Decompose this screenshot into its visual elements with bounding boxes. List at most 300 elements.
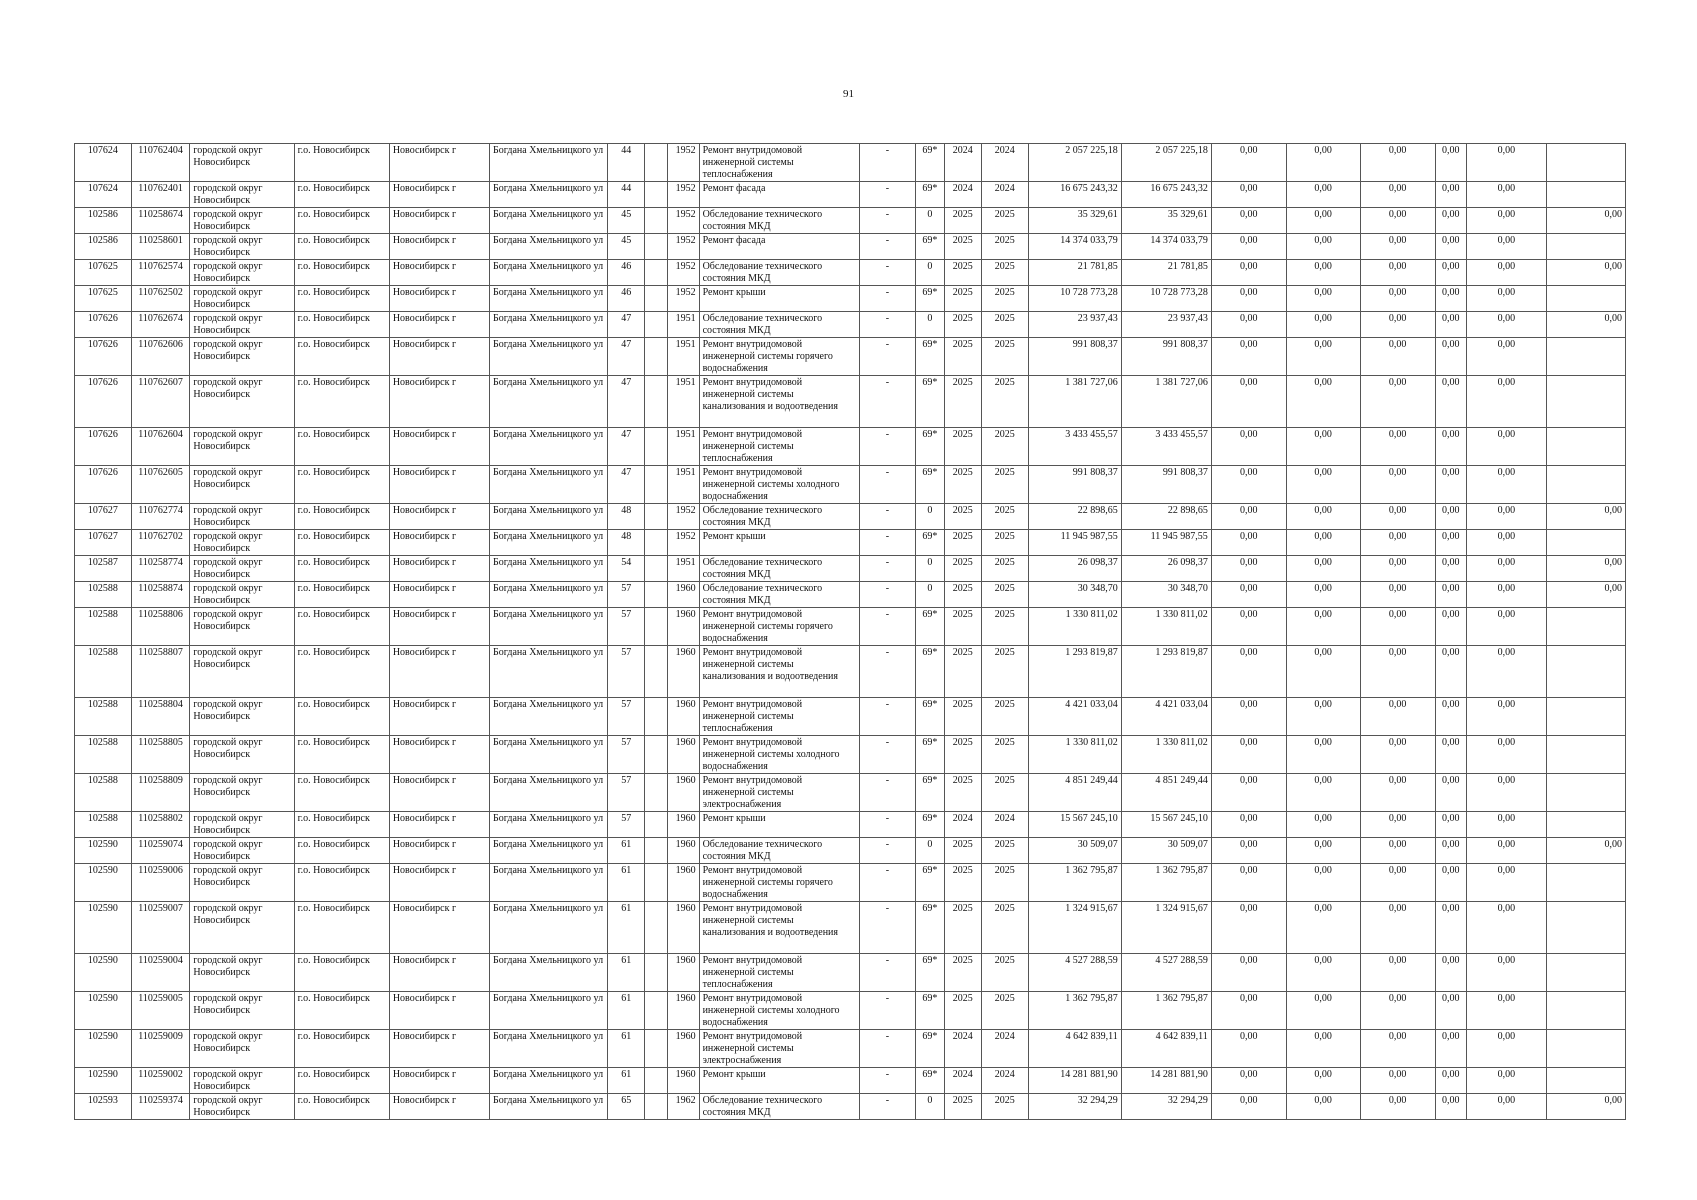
local-cell: 0,00 xyxy=(1360,608,1435,646)
table-row xyxy=(75,530,1626,556)
object-id-cell: 102588 xyxy=(75,812,132,838)
local-cell: 0,00 xyxy=(1360,182,1435,208)
total-cost-cell: 23 937,43 xyxy=(1028,312,1121,338)
street-cell: Богдана Хмельницкого ул xyxy=(490,774,608,812)
city-cell: Новосибирск г xyxy=(389,582,489,608)
percent-cell: 69* xyxy=(916,1030,944,1068)
federal-cell: 0,00 xyxy=(1211,286,1286,312)
house-number-cell: 46 xyxy=(608,286,644,312)
city-cell: Новосибирск г xyxy=(389,428,489,466)
work-id-cell: 110762605 xyxy=(131,466,190,504)
federal-cell: 0,00 xyxy=(1211,736,1286,774)
dash-cell: - xyxy=(859,838,916,864)
year-built-cell: 1952 xyxy=(668,208,699,234)
table-row xyxy=(75,736,1626,774)
building-letter-cell xyxy=(644,286,667,312)
federal-cell: 0,00 xyxy=(1211,812,1286,838)
table-row xyxy=(75,286,1626,312)
other-cell: 0,00 xyxy=(1466,286,1546,312)
work-type-cell: Ремонт крыши xyxy=(699,1068,859,1094)
extra-cell: 0,00 xyxy=(1546,838,1625,864)
year-start-cell: 2025 xyxy=(944,556,981,582)
fund-cost-cell: 4 421 033,04 xyxy=(1121,698,1211,736)
total-cost-cell: 4 527 288,59 xyxy=(1028,954,1121,992)
work-type-cell: Ремонт внутридомовой инженерной системы теплоснабжения xyxy=(699,428,859,466)
owners-cell: 0,00 xyxy=(1435,736,1466,774)
district-cell: г.о. Новосибирск xyxy=(294,208,389,234)
work-id-cell: 110258806 xyxy=(131,608,190,646)
work-id-cell: 110258874 xyxy=(131,582,190,608)
dash-cell: - xyxy=(859,338,916,376)
fund-cost-cell: 16 675 243,32 xyxy=(1121,182,1211,208)
total-cost-cell: 14 281 881,90 xyxy=(1028,1068,1121,1094)
work-type-cell: Ремонт внутридомовой инженерной системы теплоснабжения xyxy=(699,954,859,992)
fund-cost-cell: 26 098,37 xyxy=(1121,556,1211,582)
city-cell: Новосибирск г xyxy=(389,992,489,1030)
street-cell: Богдана Хмельницкого ул xyxy=(490,182,608,208)
work-id-cell: 110762502 xyxy=(131,286,190,312)
district-cell: г.о. Новосибирск xyxy=(294,1030,389,1068)
other-cell: 0,00 xyxy=(1466,608,1546,646)
fund-cost-cell: 2 057 225,18 xyxy=(1121,144,1211,182)
house-number-cell: 57 xyxy=(608,812,644,838)
year-start-cell: 2025 xyxy=(944,312,981,338)
work-type-cell: Ремонт внутридомовой инженерной системы горячего водоснабжения xyxy=(699,338,859,376)
regional-cell: 0,00 xyxy=(1286,182,1360,208)
fund-cost-cell: 21 781,85 xyxy=(1121,260,1211,286)
year-built-cell: 1952 xyxy=(668,234,699,260)
city-cell: Новосибирск г xyxy=(389,954,489,992)
district-cell: г.о. Новосибирск xyxy=(294,376,389,428)
local-cell: 0,00 xyxy=(1360,312,1435,338)
fund-cost-cell: 35 329,61 xyxy=(1121,208,1211,234)
local-cell: 0,00 xyxy=(1360,736,1435,774)
owners-cell: 0,00 xyxy=(1435,992,1466,1030)
year-start-cell: 2024 xyxy=(944,1068,981,1094)
year-start-cell: 2025 xyxy=(944,338,981,376)
object-id-cell: 102590 xyxy=(75,992,132,1030)
work-type-cell: Ремонт крыши xyxy=(699,530,859,556)
owners-cell: 0,00 xyxy=(1435,504,1466,530)
federal-cell: 0,00 xyxy=(1211,582,1286,608)
work-type-cell: Обследование технического состояния МКД xyxy=(699,260,859,286)
year-built-cell: 1951 xyxy=(668,312,699,338)
table-row xyxy=(75,466,1626,504)
other-cell: 0,00 xyxy=(1466,338,1546,376)
district-cell: г.о. Новосибирск xyxy=(294,736,389,774)
house-number-cell: 57 xyxy=(608,736,644,774)
city-cell: Новосибирск г xyxy=(389,338,489,376)
capital-repair-table xyxy=(74,143,1626,1120)
local-cell: 0,00 xyxy=(1360,466,1435,504)
district-cell: г.о. Новосибирск xyxy=(294,144,389,182)
year-end-cell: 2025 xyxy=(982,312,1029,338)
city-cell: Новосибирск г xyxy=(389,864,489,902)
total-cost-cell: 991 808,37 xyxy=(1028,338,1121,376)
total-cost-cell: 10 728 773,28 xyxy=(1028,286,1121,312)
house-number-cell: 47 xyxy=(608,466,644,504)
dash-cell: - xyxy=(859,208,916,234)
house-number-cell: 57 xyxy=(608,646,644,698)
work-id-cell: 110762607 xyxy=(131,376,190,428)
city-cell: Новосибирск г xyxy=(389,260,489,286)
fund-cost-cell: 3 433 455,57 xyxy=(1121,428,1211,466)
house-number-cell: 61 xyxy=(608,992,644,1030)
building-letter-cell xyxy=(644,428,667,466)
local-cell: 0,00 xyxy=(1360,504,1435,530)
street-cell: Богдана Хмельницкого ул xyxy=(490,736,608,774)
city-cell: Новосибирск г xyxy=(389,646,489,698)
fund-cost-cell: 4 642 839,11 xyxy=(1121,1030,1211,1068)
extra-cell xyxy=(1546,698,1625,736)
table-row xyxy=(75,376,1626,428)
total-cost-cell: 14 374 033,79 xyxy=(1028,234,1121,260)
year-start-cell: 2024 xyxy=(944,182,981,208)
other-cell: 0,00 xyxy=(1466,312,1546,338)
year-end-cell: 2025 xyxy=(982,376,1029,428)
other-cell: 0,00 xyxy=(1466,774,1546,812)
regional-cell: 0,00 xyxy=(1286,144,1360,182)
percent-cell: 69* xyxy=(916,144,944,182)
work-type-cell: Ремонт внутридомовой инженерной системы теплоснабжения xyxy=(699,698,859,736)
local-cell: 0,00 xyxy=(1360,1030,1435,1068)
work-type-cell: Обследование технического состояния МКД xyxy=(699,582,859,608)
municipality-cell: городской округ Новосибирск xyxy=(190,582,294,608)
work-id-cell: 110762674 xyxy=(131,312,190,338)
percent-cell: 69* xyxy=(916,376,944,428)
dash-cell: - xyxy=(859,530,916,556)
federal-cell: 0,00 xyxy=(1211,338,1286,376)
object-id-cell: 107625 xyxy=(75,260,132,286)
city-cell: Новосибирск г xyxy=(389,838,489,864)
total-cost-cell: 991 808,37 xyxy=(1028,466,1121,504)
total-cost-cell: 35 329,61 xyxy=(1028,208,1121,234)
dash-cell: - xyxy=(859,992,916,1030)
municipality-cell: городской округ Новосибирск xyxy=(190,530,294,556)
city-cell: Новосибирск г xyxy=(389,376,489,428)
local-cell: 0,00 xyxy=(1360,582,1435,608)
regional-cell: 0,00 xyxy=(1286,208,1360,234)
local-cell: 0,00 xyxy=(1360,698,1435,736)
table-row xyxy=(75,864,1626,902)
object-id-cell: 102590 xyxy=(75,902,132,954)
year-end-cell: 2025 xyxy=(982,530,1029,556)
fund-cost-cell: 1 381 727,06 xyxy=(1121,376,1211,428)
percent-cell: 0 xyxy=(916,260,944,286)
dash-cell: - xyxy=(859,504,916,530)
year-start-cell: 2025 xyxy=(944,992,981,1030)
house-number-cell: 57 xyxy=(608,698,644,736)
other-cell: 0,00 xyxy=(1466,208,1546,234)
city-cell: Новосибирск г xyxy=(389,208,489,234)
local-cell: 0,00 xyxy=(1360,428,1435,466)
federal-cell: 0,00 xyxy=(1211,182,1286,208)
local-cell: 0,00 xyxy=(1360,954,1435,992)
federal-cell: 0,00 xyxy=(1211,864,1286,902)
percent-cell: 0 xyxy=(916,208,944,234)
fund-cost-cell: 14 281 881,90 xyxy=(1121,1068,1211,1094)
street-cell: Богдана Хмельницкого ул xyxy=(490,530,608,556)
owners-cell: 0,00 xyxy=(1435,428,1466,466)
extra-cell xyxy=(1546,182,1625,208)
dash-cell: - xyxy=(859,1094,916,1120)
building-letter-cell xyxy=(644,466,667,504)
total-cost-cell: 30 509,07 xyxy=(1028,838,1121,864)
fund-cost-cell: 14 374 033,79 xyxy=(1121,234,1211,260)
year-end-cell: 2024 xyxy=(982,1068,1029,1094)
building-letter-cell xyxy=(644,376,667,428)
building-letter-cell xyxy=(644,838,667,864)
federal-cell: 0,00 xyxy=(1211,838,1286,864)
total-cost-cell: 1 330 811,02 xyxy=(1028,736,1121,774)
fund-cost-cell: 23 937,43 xyxy=(1121,312,1211,338)
year-start-cell: 2024 xyxy=(944,144,981,182)
table-row xyxy=(75,1068,1626,1094)
year-end-cell: 2025 xyxy=(982,1094,1029,1120)
year-built-cell: 1960 xyxy=(668,1030,699,1068)
dash-cell: - xyxy=(859,774,916,812)
extra-cell: 0,00 xyxy=(1546,556,1625,582)
district-cell: г.о. Новосибирск xyxy=(294,608,389,646)
street-cell: Богдана Хмельницкого ул xyxy=(490,208,608,234)
table-row xyxy=(75,1030,1626,1068)
work-id-cell: 110258804 xyxy=(131,698,190,736)
regional-cell: 0,00 xyxy=(1286,376,1360,428)
extra-cell xyxy=(1546,954,1625,992)
object-id-cell: 102588 xyxy=(75,646,132,698)
extra-cell: 0,00 xyxy=(1546,260,1625,286)
dash-cell: - xyxy=(859,1068,916,1094)
table-row xyxy=(75,582,1626,608)
year-built-cell: 1960 xyxy=(668,1068,699,1094)
work-type-cell: Обследование технического состояния МКД xyxy=(699,1094,859,1120)
year-built-cell: 1960 xyxy=(668,992,699,1030)
table-row xyxy=(75,428,1626,466)
city-cell: Новосибирск г xyxy=(389,286,489,312)
regional-cell: 0,00 xyxy=(1286,774,1360,812)
work-id-cell: 110762702 xyxy=(131,530,190,556)
building-letter-cell xyxy=(644,608,667,646)
object-id-cell: 102588 xyxy=(75,582,132,608)
dash-cell: - xyxy=(859,182,916,208)
table-row xyxy=(75,902,1626,954)
table-row xyxy=(75,992,1626,1030)
district-cell: г.о. Новосибирск xyxy=(294,338,389,376)
total-cost-cell: 26 098,37 xyxy=(1028,556,1121,582)
total-cost-cell: 22 898,65 xyxy=(1028,504,1121,530)
work-type-cell: Ремонт внутридомовой инженерной системы канализования и водоотведения xyxy=(699,376,859,428)
owners-cell: 0,00 xyxy=(1435,530,1466,556)
percent-cell: 69* xyxy=(916,902,944,954)
building-letter-cell xyxy=(644,698,667,736)
table-row xyxy=(75,182,1626,208)
municipality-cell: городской округ Новосибирск xyxy=(190,902,294,954)
other-cell: 0,00 xyxy=(1466,864,1546,902)
total-cost-cell: 1 293 819,87 xyxy=(1028,646,1121,698)
extra-cell: 0,00 xyxy=(1546,208,1625,234)
year-end-cell: 2025 xyxy=(982,260,1029,286)
federal-cell: 0,00 xyxy=(1211,428,1286,466)
total-cost-cell: 1 362 795,87 xyxy=(1028,992,1121,1030)
owners-cell: 0,00 xyxy=(1435,646,1466,698)
work-id-cell: 110762401 xyxy=(131,182,190,208)
percent-cell: 69* xyxy=(916,530,944,556)
federal-cell: 0,00 xyxy=(1211,608,1286,646)
regional-cell: 0,00 xyxy=(1286,234,1360,260)
street-cell: Богдана Хмельницкого ул xyxy=(490,466,608,504)
other-cell: 0,00 xyxy=(1466,504,1546,530)
dash-cell: - xyxy=(859,286,916,312)
work-type-cell: Ремонт фасада xyxy=(699,234,859,260)
extra-cell xyxy=(1546,338,1625,376)
building-letter-cell xyxy=(644,992,667,1030)
work-type-cell: Ремонт крыши xyxy=(699,812,859,838)
municipality-cell: городской округ Новосибирск xyxy=(190,182,294,208)
owners-cell: 0,00 xyxy=(1435,838,1466,864)
regional-cell: 0,00 xyxy=(1286,736,1360,774)
local-cell: 0,00 xyxy=(1360,992,1435,1030)
dash-cell: - xyxy=(859,556,916,582)
extra-cell xyxy=(1546,144,1625,182)
other-cell: 0,00 xyxy=(1466,466,1546,504)
street-cell: Богдана Хмельницкого ул xyxy=(490,234,608,260)
dash-cell: - xyxy=(859,864,916,902)
regional-cell: 0,00 xyxy=(1286,698,1360,736)
work-type-cell: Обследование технического состояния МКД xyxy=(699,556,859,582)
owners-cell: 0,00 xyxy=(1435,286,1466,312)
extra-cell: 0,00 xyxy=(1546,312,1625,338)
work-type-cell: Ремонт внутридомовой инженерной системы горячего водоснабжения xyxy=(699,608,859,646)
house-number-cell: 65 xyxy=(608,1094,644,1120)
street-cell: Богдана Хмельницкого ул xyxy=(490,698,608,736)
total-cost-cell: 1 330 811,02 xyxy=(1028,608,1121,646)
table-row xyxy=(75,504,1626,530)
other-cell: 0,00 xyxy=(1466,736,1546,774)
year-start-cell: 2025 xyxy=(944,838,981,864)
year-start-cell: 2025 xyxy=(944,864,981,902)
year-built-cell: 1951 xyxy=(668,338,699,376)
object-id-cell: 102588 xyxy=(75,608,132,646)
building-letter-cell xyxy=(644,260,667,286)
owners-cell: 0,00 xyxy=(1435,608,1466,646)
municipality-cell: городской округ Новосибирск xyxy=(190,144,294,182)
federal-cell: 0,00 xyxy=(1211,208,1286,234)
work-type-cell: Ремонт крыши xyxy=(699,286,859,312)
year-start-cell: 2025 xyxy=(944,736,981,774)
other-cell: 0,00 xyxy=(1466,530,1546,556)
municipality-cell: городской округ Новосибирск xyxy=(190,556,294,582)
extra-cell xyxy=(1546,286,1625,312)
building-letter-cell xyxy=(644,864,667,902)
building-letter-cell xyxy=(644,646,667,698)
street-cell: Богдана Хмельницкого ул xyxy=(490,376,608,428)
owners-cell: 0,00 xyxy=(1435,312,1466,338)
owners-cell: 0,00 xyxy=(1435,812,1466,838)
regional-cell: 0,00 xyxy=(1286,902,1360,954)
dash-cell: - xyxy=(859,312,916,338)
district-cell: г.о. Новосибирск xyxy=(294,864,389,902)
percent-cell: 69* xyxy=(916,992,944,1030)
municipality-cell: городской округ Новосибирск xyxy=(190,608,294,646)
municipality-cell: городской округ Новосибирск xyxy=(190,992,294,1030)
percent-cell: 69* xyxy=(916,428,944,466)
federal-cell: 0,00 xyxy=(1211,530,1286,556)
table-row xyxy=(75,838,1626,864)
city-cell: Новосибирск г xyxy=(389,144,489,182)
extra-cell: 0,00 xyxy=(1546,1094,1625,1120)
dash-cell: - xyxy=(859,698,916,736)
city-cell: Новосибирск г xyxy=(389,234,489,260)
owners-cell: 0,00 xyxy=(1435,698,1466,736)
local-cell: 0,00 xyxy=(1360,260,1435,286)
building-letter-cell xyxy=(644,1068,667,1094)
work-type-cell: Обследование технического состояния МКД xyxy=(699,838,859,864)
object-id-cell: 107627 xyxy=(75,504,132,530)
regional-cell: 0,00 xyxy=(1286,556,1360,582)
building-letter-cell xyxy=(644,812,667,838)
extra-cell xyxy=(1546,1030,1625,1068)
work-id-cell: 110259374 xyxy=(131,1094,190,1120)
other-cell: 0,00 xyxy=(1466,428,1546,466)
district-cell: г.о. Новосибирск xyxy=(294,1068,389,1094)
extra-cell xyxy=(1546,992,1625,1030)
district-cell: г.о. Новосибирск xyxy=(294,530,389,556)
year-start-cell: 2025 xyxy=(944,774,981,812)
regional-cell: 0,00 xyxy=(1286,260,1360,286)
work-id-cell: 110258805 xyxy=(131,736,190,774)
work-type-cell: Ремонт внутридомовой инженерной системы электроснабжения xyxy=(699,774,859,812)
building-letter-cell xyxy=(644,774,667,812)
year-start-cell: 2025 xyxy=(944,902,981,954)
municipality-cell: городской округ Новосибирск xyxy=(190,376,294,428)
year-end-cell: 2025 xyxy=(982,338,1029,376)
house-number-cell: 57 xyxy=(608,608,644,646)
other-cell: 0,00 xyxy=(1466,838,1546,864)
federal-cell: 0,00 xyxy=(1211,504,1286,530)
city-cell: Новосибирск г xyxy=(389,182,489,208)
district-cell: г.о. Новосибирск xyxy=(294,466,389,504)
table-row xyxy=(75,954,1626,992)
work-id-cell: 110258601 xyxy=(131,234,190,260)
house-number-cell: 57 xyxy=(608,582,644,608)
year-end-cell: 2025 xyxy=(982,838,1029,864)
fund-cost-cell: 10 728 773,28 xyxy=(1121,286,1211,312)
object-id-cell: 107626 xyxy=(75,312,132,338)
regional-cell: 0,00 xyxy=(1286,286,1360,312)
year-end-cell: 2025 xyxy=(982,556,1029,582)
fund-cost-cell: 11 945 987,55 xyxy=(1121,530,1211,556)
year-end-cell: 2024 xyxy=(982,182,1029,208)
table-row xyxy=(75,1094,1626,1120)
municipality-cell: городской округ Новосибирск xyxy=(190,646,294,698)
year-end-cell: 2025 xyxy=(982,234,1029,260)
year-start-cell: 2025 xyxy=(944,608,981,646)
municipality-cell: городской округ Новосибирск xyxy=(190,954,294,992)
extra-cell xyxy=(1546,234,1625,260)
object-id-cell: 107626 xyxy=(75,338,132,376)
table-row xyxy=(75,556,1626,582)
year-end-cell: 2025 xyxy=(982,698,1029,736)
other-cell: 0,00 xyxy=(1466,1030,1546,1068)
percent-cell: 69* xyxy=(916,646,944,698)
other-cell: 0,00 xyxy=(1466,812,1546,838)
year-built-cell: 1952 xyxy=(668,144,699,182)
house-number-cell: 61 xyxy=(608,1030,644,1068)
dash-cell: - xyxy=(859,582,916,608)
municipality-cell: городской округ Новосибирск xyxy=(190,1068,294,1094)
year-end-cell: 2025 xyxy=(982,864,1029,902)
work-id-cell: 110762574 xyxy=(131,260,190,286)
